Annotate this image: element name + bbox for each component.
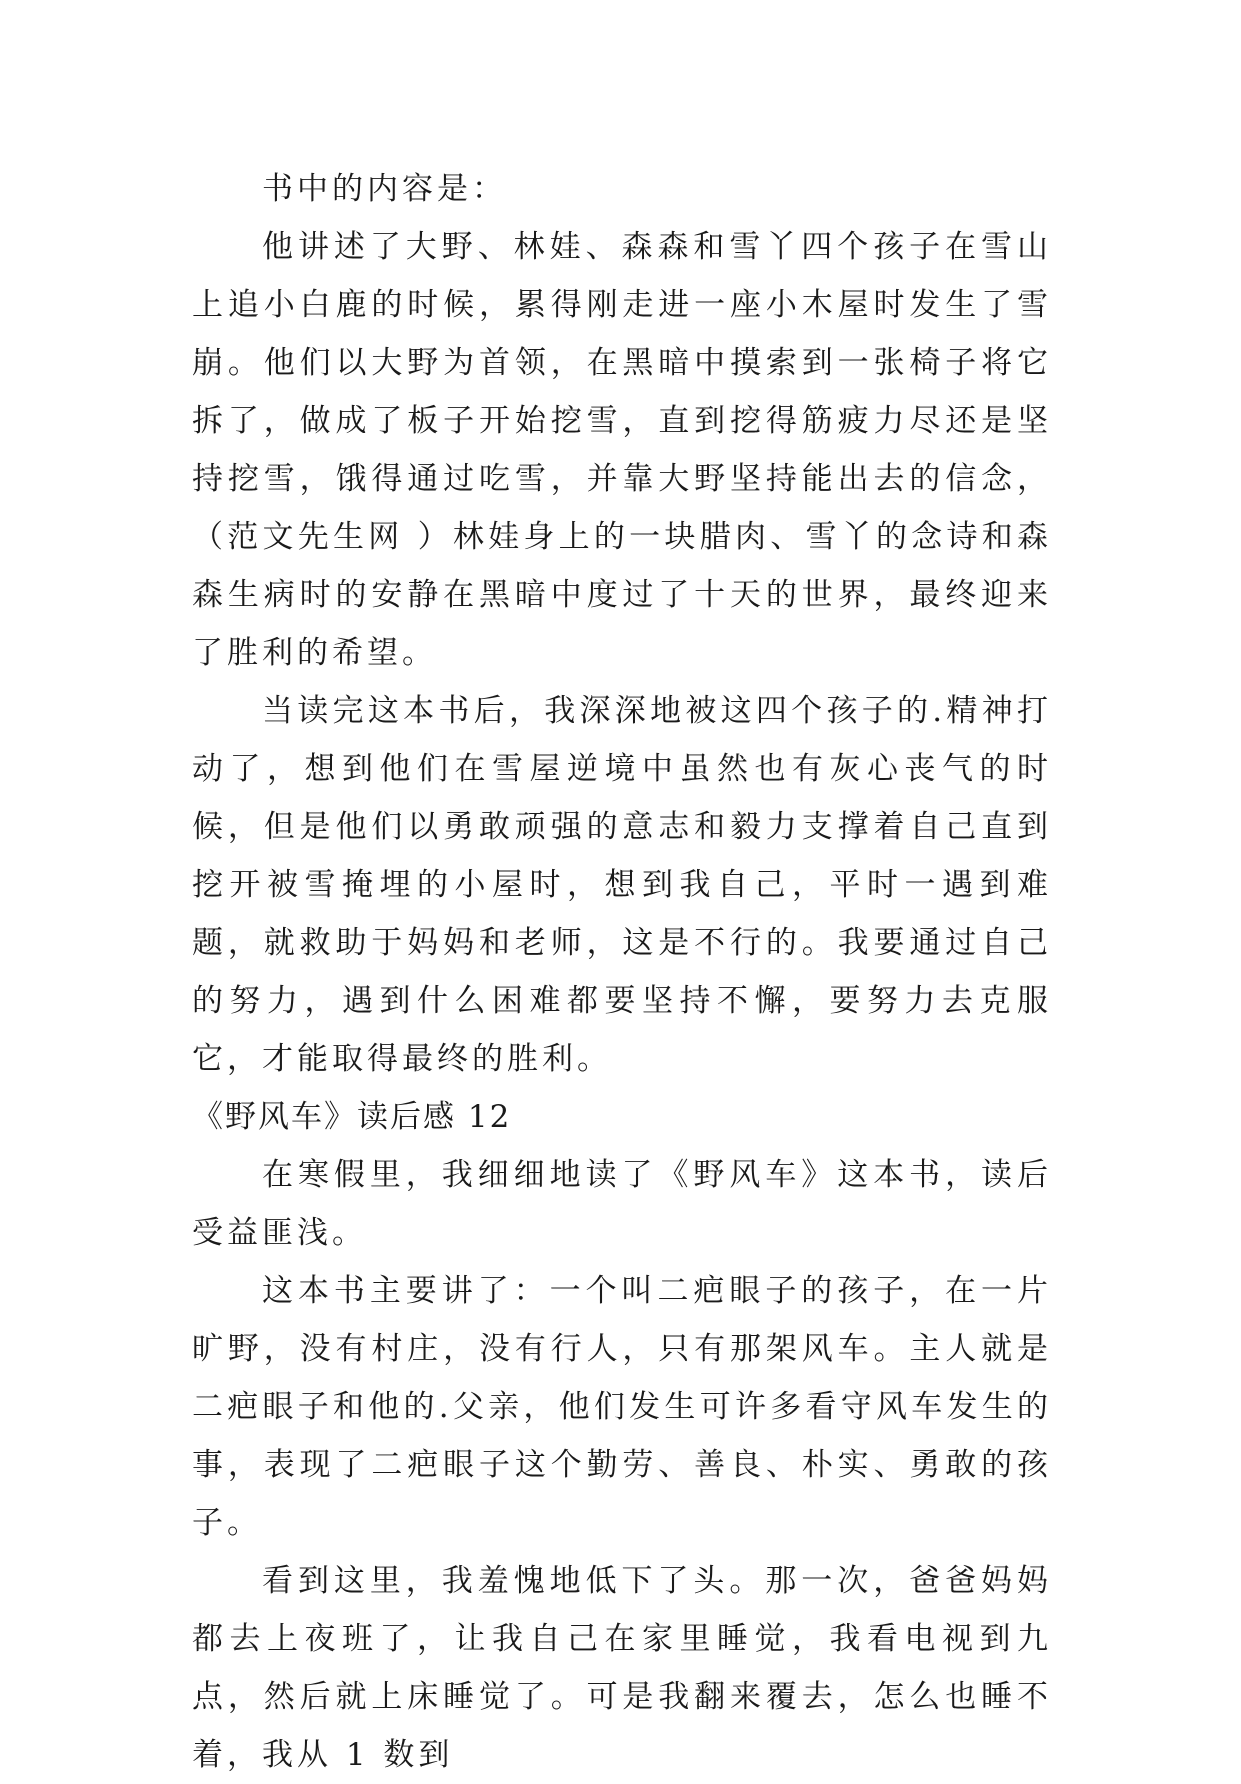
paragraph-winter-reading: 在寒假里，我细细地读了《野风车》这本书，读后受益匪浅。: [192, 1157, 1052, 1251]
paragraph-reflection: 当读完这本书后，我深深地被这四个孩子的.精神打动了，想到他们在雪屋逆境中虽然也有灰心丧气的时候，但是他们以勇敢顽强的意志和毅力支撑着自己直到挖开被雪掩埋的小屋时，想到我自己，平时一遇到难题，就救助于妈妈和老师，这是不行的。我要通过自己的努力，遇到什么困难都要坚持不懈，要努力去克服它，才能取得最终的胜利。: [192, 693, 1052, 1077]
paragraph-story-summary: 他讲述了大野、林娃、森森和雪丫四个孩子在雪山上追小白鹿的时候，累得刚走进一座小木屋时发生了雪崩。他们以大野为首领，在黑暗中摸索到一张椅子将它拆了，做成了板子开始挖雪，直到挖得筋疲力尽还是坚持挖雪，饿得通过吃雪，并靠大野坚持能出去的信念，（范文先生网 ）林娃身上的一块腊肉、雪丫的念诗和森森生病时的安静在黑暗中度过了十天的世界，最终迎来了胜利的希望。: [192, 229, 1052, 671]
document-body: [192, 160, 1052, 1784]
paragraph-book-summary: 这本书主要讲了：一个叫二疤眼子的孩子，在一片旷野，没有村庄，没有行人，只有那架风车。主人就是二疤眼子和他的.父亲，他们发生可许多看守风车发生的事，表现了二疤眼子这个勤劳、善良、朴实、勇敢的孩子。: [192, 1273, 1052, 1541]
paragraph-book-content-intro: 书中的内容是：: [262, 171, 507, 207]
section-heading: 《野风车》读后感 12: [192, 1099, 512, 1135]
paragraph-personal-story: 看到这里，我羞愧地低下了头。那一次，爸爸妈妈都去上夜班了，让我自己在家里睡觉，我看电视到九点，然后就上床睡觉了。可是我翻来覆去，怎么也睡不着，我从 1 数到: [192, 1563, 1052, 1773]
